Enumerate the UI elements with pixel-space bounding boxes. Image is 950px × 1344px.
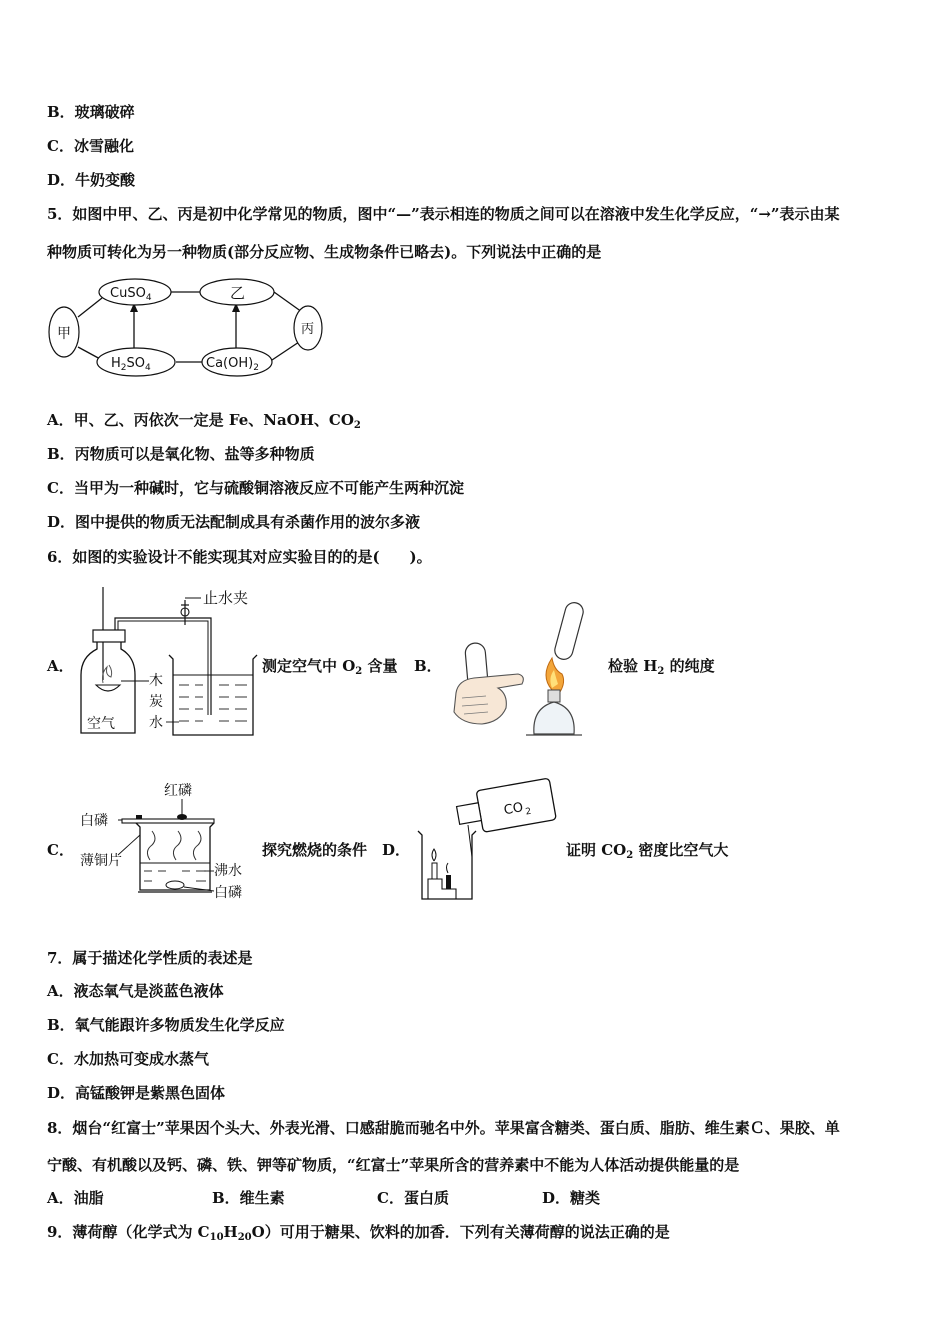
q5-option-c: C．当甲为一种碱时，它与硫酸铜溶液反应不可能产生两种沉淀 [47,479,464,497]
q5-option-d: D．图中提供的物质无法配制成具有杀菌作用的波尔多液 [47,513,421,531]
q6-b-figure [448,598,608,738]
svg-text:沸水: 沸水 [214,863,242,879]
q5-stem-line1: 5．如图中甲、乙、丙是初中化学常见的物质，图中“—”表示相连的物质之间可以在溶液中发生化学反应，“→”表示由某 [47,205,840,223]
q6-c-letter: C． [47,841,74,859]
q6-d-letter: D． [382,841,411,859]
q8-stem-line2: 宁酸、有机酸以及钙、磷、铁、钾等矿物质，“红富士”苹果所含的营养素中不能为人体活动提供能量的是 [47,1156,740,1174]
q6-b-caption: 检验 $H_2$ 的纯度 [608,657,715,677]
q8-stem-line1: 8．烟台“红富士”苹果因个头大、外表光滑、口感甜脆而驰名中外。苹果富含糖类、蛋白质、脂肪、维生素Ｃ、果胶、单 [47,1119,840,1137]
q5-option-b: B．丙物质可以是氧化物、盐等多种物质 [47,445,315,463]
q4-option-d: D．牛奶变酸 [47,171,136,189]
node-cuso4-label: CuSO$_4$ [110,286,152,303]
q4-option-c: C．冰雪融化 [47,137,134,155]
svg-text:CO: CO [502,800,525,819]
q6-c-caption: 探究燃烧的条件 [262,841,368,859]
svg-text:红磷: 红磷 [164,783,192,799]
node-bing-label: 丙 [301,322,315,337]
q5-option-a: A．甲、乙、丙依次一定是 Fe、NaOH、$CO_2$ [47,411,361,431]
q5-stem-line2: 种物质可转化为另一种物质(部分反应物、生成物条件已略去)。下列说法中正确的是 [47,243,602,261]
svg-text:白磷: 白磷 [214,885,242,901]
node-h2so4-label: $H_2SO_4$ [111,356,151,373]
q6-d-figure [412,775,562,905]
q8-option-b: B．维生素 [212,1189,285,1207]
q7-option-a: A．液态氧气是淡蓝色液体 [47,982,224,1000]
svg-text:空气: 空气 [87,716,115,732]
svg-text:炭: 炭 [149,694,163,710]
svg-text:木: 木 [149,673,163,689]
q6-a-figure [73,585,263,740]
q7-stem: 7．属于描述化学性质的表述是 [47,949,253,967]
node-jia-label: 甲 [57,326,71,342]
q8-option-c: C．蛋白质 [377,1189,449,1207]
svg-text:止水夹: 止水夹 [203,589,249,607]
q5-relation-diagram [40,272,340,382]
q4-option-b: B．玻璃破碎 [47,103,135,121]
q6-a-caption: 测定空气中 $O_2$ 含量 [262,657,398,677]
q6-b-letter: B． [414,657,442,675]
q8-option-d: D．糖类 [542,1189,601,1207]
q7-option-b: B．氧气能跟许多物质发生化学反应 [47,1016,285,1034]
svg-text:2: 2 [524,806,533,818]
node-caoh2-label: $Ca(OH)_2$ [206,356,259,373]
q6-stem: 6．如图的实验设计不能实现其对应实验目的的是( )。 [47,548,432,566]
q6-c-figure [78,775,268,905]
q6-d-caption: 证明 $CO_2$ 密度比空气大 [566,841,729,861]
svg-text:白磷: 白磷 [80,813,108,829]
node-yi-label: 乙 [230,284,246,302]
q7-option-d: D．高锰酸钾是紫黑色固体 [47,1084,226,1102]
q9-stem: 9．薄荷醇（化学式为 $C_{10}H_{20}O$）可用于糖果、饮料的加香．下列有关薄荷醇的说法正确的是 [47,1223,670,1243]
q8-option-a: A．油脂 [47,1189,104,1207]
svg-text:水: 水 [149,715,163,731]
q7-option-c: C．水加热可变成水蒸气 [47,1050,209,1068]
q6-a-letter: A． [47,657,74,675]
svg-text:薄铜片: 薄铜片 [80,853,122,869]
